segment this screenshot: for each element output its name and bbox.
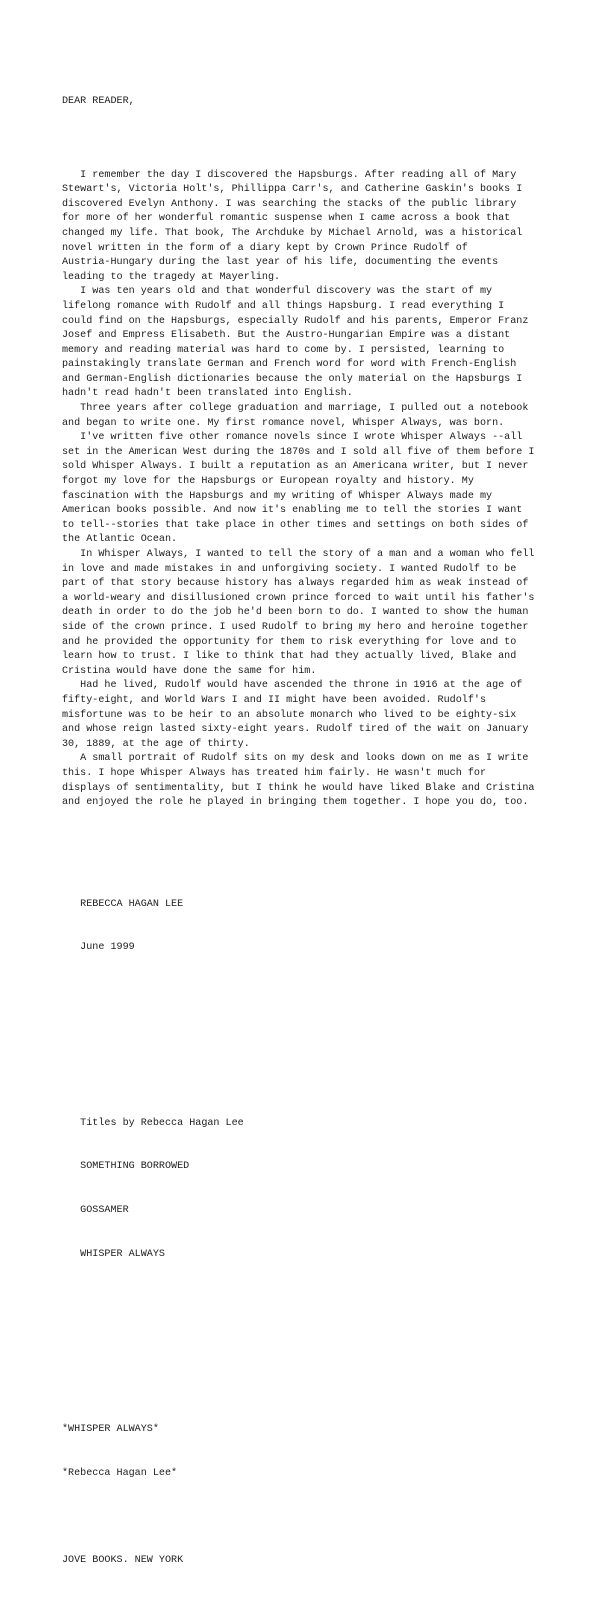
- body-line: American books possible. And now it's enabling me to tell the stories I want: [62, 505, 523, 517]
- body-line: changed my life. That book, The Archduke by Michael Arnold, was a historical: [62, 227, 523, 239]
- body-line: Had he lived, Rudolf would have ascended the throne in 1916 at the age of: [62, 680, 523, 692]
- body-line: Austria-Hungary during the last year of his life, documenting the events: [62, 257, 499, 269]
- body-line: novel written in the form of a diary kept by Crown Prince Rudolf of: [62, 242, 468, 254]
- body-line: Three years after college graduation and marriage, I pulled out a notebook: [62, 403, 529, 415]
- body-line: and enjoyed the role he played in bringing them together. I hope you do, too.: [62, 797, 529, 809]
- body-line: hadn't read hadn't been translated into English.: [62, 388, 353, 400]
- body-line: painstakingly translate German and French word for word with French-English: [62, 359, 517, 371]
- body-line: Josef and Empress Elisabeth. But the Austro-Hungarian Empire was a distant: [62, 330, 511, 342]
- body-line: side of the crown prince. I used Rudolf to bring my hero and heroine together: [62, 621, 529, 633]
- body-line: memory and reading material was hard to come by. I persisted, learning to: [62, 344, 505, 356]
- letter-body: [62, 169, 580, 811]
- body-line: In Whisper Always, I wanted to tell the story of a man and a woman who fell: [62, 549, 535, 560]
- body-line: I've written five other romance novels since I wrote Whisper Always --all: [62, 432, 523, 444]
- body-line: fifty-eight, and World Wars I and II might have been avoided. Rudolf's: [62, 694, 487, 706]
- salutation: DEAR READER,: [62, 96, 135, 108]
- signature-name: REBECCA HAGAN LEE: [62, 898, 184, 910]
- body-line: I was ten years old and that wonderful discovery was the start of my: [62, 286, 493, 298]
- body-line: part of that story because history has always regarded him as weak instead of: [62, 578, 529, 590]
- publisher: JOVE BOOKS. NEW YORK: [62, 1555, 184, 1567]
- body-line: and whose reign lasted sixty-eight years. Rudolf tired of the wait on January: [62, 724, 529, 736]
- body-line: misfortune was to be heir to an absolute monarch who lived to be eighty-six: [62, 709, 517, 721]
- body-line: Cristina would have done the same for him.: [62, 665, 317, 677]
- body-line: set in the American West during the 1870s and I sold all five of them before I: [62, 446, 535, 458]
- book-author: *Rebecca Hagan Lee*: [62, 1467, 178, 1479]
- body-line: sold Whisper Always. I built a reputation as an Americana writer, but I never: [62, 461, 529, 473]
- body-line: the Atlantic Ocean.: [62, 534, 178, 546]
- body-line: to tell--stories that take place in other times and settings on both sides of: [62, 519, 529, 531]
- body-line: leading to the tragedy at Mayerling.: [62, 271, 281, 283]
- body-line: I remember the day I discovered the Hapsburgs. After reading all of Mary: [62, 169, 517, 181]
- body-line: this. I hope Whisper Always has treated him fairly. He wasn't much for: [62, 767, 487, 779]
- body-line: A small portrait of Rudolf sits on my desk and looks down on me as I write: [62, 753, 529, 765]
- body-line: and he provided the opportunity for them to risk everything for love and to: [62, 636, 517, 648]
- body-line: and German-English dictionaries because the only material on the Hapsburgs I: [62, 373, 523, 385]
- titles-list: [62, 1087, 580, 1291]
- book-title: *WHISPER ALWAYS*: [62, 1424, 159, 1436]
- title-item: SOMETHING BORROWED: [62, 1161, 190, 1173]
- body-line: Stewart's, Victoria Holt's, Phillippa Carr's, and Catherine Gaskin's books I: [62, 184, 523, 196]
- body-line: could find on the Hapsburgs, especially Rudolf and his parents, Emperor Franz: [62, 315, 529, 327]
- body-line: death in order to do the job he'd been born to do. I wanted to show the human: [62, 607, 529, 619]
- body-line: forgot my love for the Hapsburgs or European royalty and history. My: [62, 476, 474, 488]
- letter-closing: [62, 868, 580, 985]
- body-line: fascination with the Hapsburgs and my writing of Whisper Always made my: [62, 490, 493, 502]
- titles-heading: Titles by Rebecca Hagan Lee: [62, 1117, 244, 1129]
- body-line: a world-weary and disillusioned crown prince forced to wait until his father's: [62, 592, 535, 604]
- title-item: WHISPER ALWAYS: [62, 1248, 165, 1260]
- body-line: and began to write one. My first romance novel, Whisper Always, was born.: [62, 417, 505, 429]
- body-line: in love and made mistakes in and unforgiving society. I wanted Rudolf to be: [62, 563, 517, 575]
- title-item: GOSSAMER: [62, 1205, 129, 1217]
- body-line: displays of sentimentality, but I think he would have liked Blake and Cristina: [62, 782, 535, 794]
- body-line: lifelong romance with Rudolf and all things Hapsburg. I read everything I: [62, 300, 505, 312]
- body-line: 30, 1889, at the age of thirty.: [62, 738, 250, 750]
- signature-date: June 1999: [62, 942, 135, 954]
- book-credits: [62, 1394, 580, 1598]
- body-line: for more of her wonderful romantic suspense when I came across a book that: [62, 213, 511, 225]
- body-line: discovered Evelyn Anthony. I was searching the stacks of the public library: [62, 198, 517, 210]
- body-line: learn how to trust. I like to think that had they actually lived, Blake and: [62, 651, 517, 663]
